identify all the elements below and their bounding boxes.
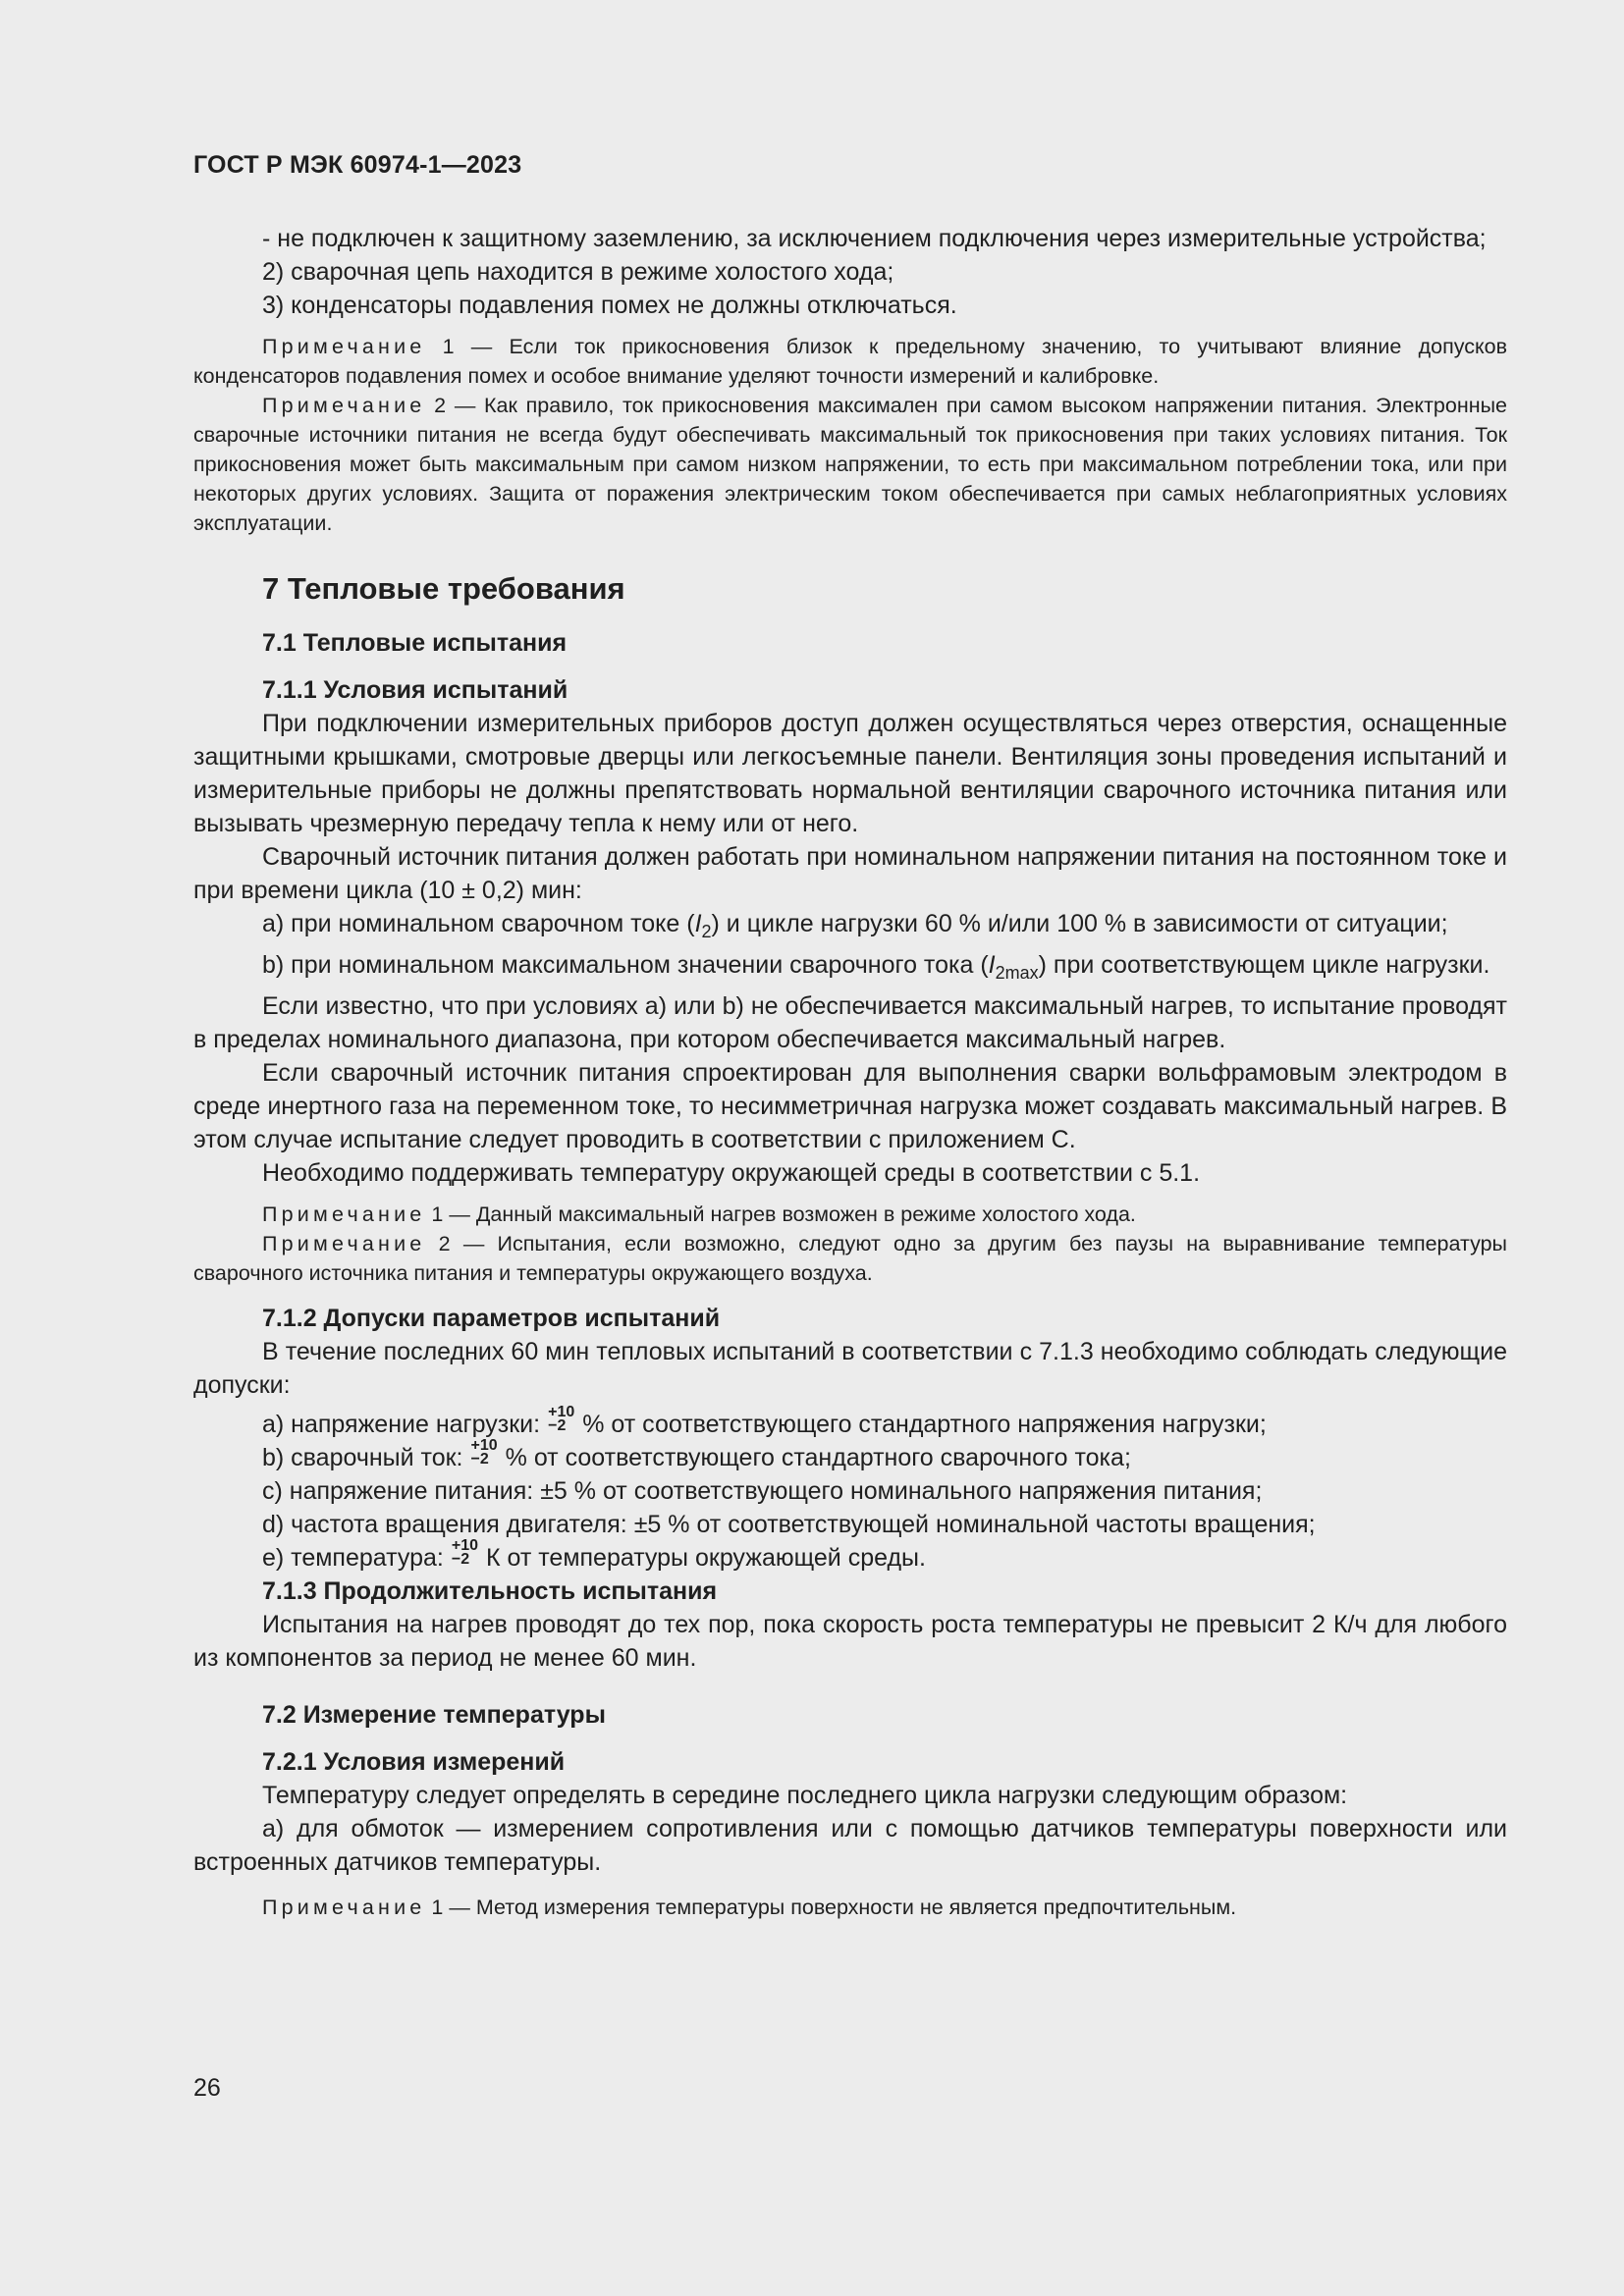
- subsection-title: 7.1.3 Продолжительность испытания: [262, 1577, 718, 1605]
- section-title: 7 Тепловые требования: [262, 571, 625, 606]
- paragraph: Если известно, что при условиях a) или b) не обеспечивается максимальный нагрев, то испытание проводят в пределах номинального диапазона, при котором обеспечивается максимальный нагрев.: [193, 992, 1507, 1053]
- note-text: 2 — Как правило, ток прикосновения максимален при самом высоком напряжении питания. Электронные сварочные источники питания не всегда будут обеспечивать максимальный ток прикосновения при таких условиях питания. Ток прикосновения может быть максимальным при самом низком напряжении, то есть при максимальном потреблении тока, или при некоторых других условиях. Защита от поражения электрическим током обеспечивается при самых неблагоприятных условиях эксплуатации.: [193, 394, 1507, 535]
- note-text: 1 — Метод измерения температуры поверхности не является предпочтительным.: [425, 1896, 1237, 1919]
- note: [193, 332, 1507, 391]
- paragraph: Температуру следует определять в середине последнего цикла нагрузки следующим образом:: [262, 1782, 1348, 1809]
- tolerance-fraction: +10 −2: [470, 1437, 498, 1468]
- subsection-title: 7.1 Тепловые испытания: [262, 629, 568, 657]
- note-label: Примечание: [262, 394, 426, 417]
- paragraph: Если сварочный источник питания спроектирован для выполнения сварки вольфрамовым электродом в среде инертного газа на переменном токе, то несимметричная нагрузка может создавать максимальный нагрев. В этом случае испытание следует проводить в соответствии с приложением С.: [193, 1059, 1507, 1153]
- tolerance-fraction: +10 −2: [451, 1537, 478, 1569]
- note-text: 1 — Если ток прикосновения близок к предельному значению, то учитывают влияние допусков конденсаторов подавления помех и особое внимание уделяют точности измерений и калибровке.: [193, 335, 1507, 388]
- list-item: a) напряжение нагрузки: +10 −2 % от соответствующего стандартного напряжения нагрузки;: [262, 1404, 1267, 1438]
- subsection-title: 7.2 Измерение температуры: [262, 1701, 606, 1729]
- list-item: 2) сварочная цепь находится в режиме холостого хода;: [262, 258, 894, 286]
- tolerance-fraction: +10 −2: [548, 1404, 575, 1435]
- list-item: b) при номинальном максимальном значении сварочного тока $(I_{2max})$ при соответствующем цикле нагрузки.: [262, 951, 1490, 983]
- list-item: 3) конденсаторы подавления помех не должны отключаться.: [262, 292, 957, 319]
- note-label: Примечание: [262, 1232, 426, 1255]
- note: [193, 391, 1507, 538]
- paragraph: Сварочный источник питания должен работать при номинальном напряжении питания на постоянном токе и при времени цикла (10 ± 0,2) мин:: [193, 843, 1507, 904]
- page-content: [193, 222, 1507, 1922]
- note-label: Примечание: [262, 1896, 426, 1919]
- list-item: d) частота вращения двигателя: ±5 % от соответствующей номинальной частоты вращения;: [262, 1511, 1316, 1538]
- list-item: e) температура: +10 −2 К от температуры окружающей среды.: [262, 1537, 926, 1572]
- note-label: Примечание: [262, 1202, 426, 1226]
- note: [193, 1229, 1507, 1288]
- note-text: 2 — Испытания, если возможно, следуют одно за другим без паузы на выравнивание температуры сварочного источника питания и температуры окружающего воздуха.: [193, 1232, 1507, 1285]
- note: [193, 1893, 1507, 1922]
- subsection-title: 7.1.1 Условия испытаний: [262, 676, 568, 704]
- list-item: b) сварочный ток: +10 −2 % от соответствующего стандартного сварочного тока;: [262, 1437, 1131, 1471]
- note: [193, 1200, 1507, 1229]
- subsection-title: 7.2.1 Условия измерений: [262, 1748, 566, 1776]
- list-item: a) при номинальном сварочном токе $(I_2)$ и цикле нагрузки 60 % и/или 100 % в зависимости от ситуации;: [262, 910, 1448, 941]
- paragraph: Необходимо поддерживать температуру окружающей среды в соответствии с 5.1.: [262, 1159, 1201, 1187]
- note-label: Примечание: [262, 335, 426, 358]
- paragraph: - не подключен к защитному заземлению, за исключением подключения через измерительные устройства;: [262, 225, 1487, 252]
- list-item: c) напряжение питания: ±5 % от соответствующего номинального напряжения питания;: [262, 1477, 1263, 1505]
- paragraph: При подключении измерительных приборов доступ должен осуществляться через отверстия, оснащенные защитными крышками, смотровые дверцы или легкосъемные панели. Вентиляция зоны проведения испытаний и измерительные приборы не должны препятствовать нормальной вентиляции сварочного источника питания или вызывать чрезмерную передачу тепла к нему или от него.: [193, 710, 1507, 837]
- document-header: ГОСТ Р МЭК 60974-1—2023: [193, 151, 522, 179]
- subsection-title: 7.1.2 Допуски параметров испытаний: [262, 1305, 721, 1332]
- paragraph: Испытания на нагрев проводят до тех пор, пока скорость роста температуры не превысит 2 К/ч для любого из компонентов за период не менее 60 мин.: [193, 1611, 1507, 1672]
- note-text: 1 — Данный максимальный нагрев возможен в режиме холостого хода.: [425, 1202, 1136, 1226]
- paragraph: В течение последних 60 мин тепловых испытаний в соответствии с 7.1.3 необходимо соблюдать следующие допуски:: [193, 1338, 1507, 1399]
- paragraph: a) для обмоток — измерением сопротивления или с помощью датчиков температуры поверхности или встроенных датчиков температуры.: [193, 1815, 1507, 1876]
- page-number: 26: [193, 2074, 221, 2102]
